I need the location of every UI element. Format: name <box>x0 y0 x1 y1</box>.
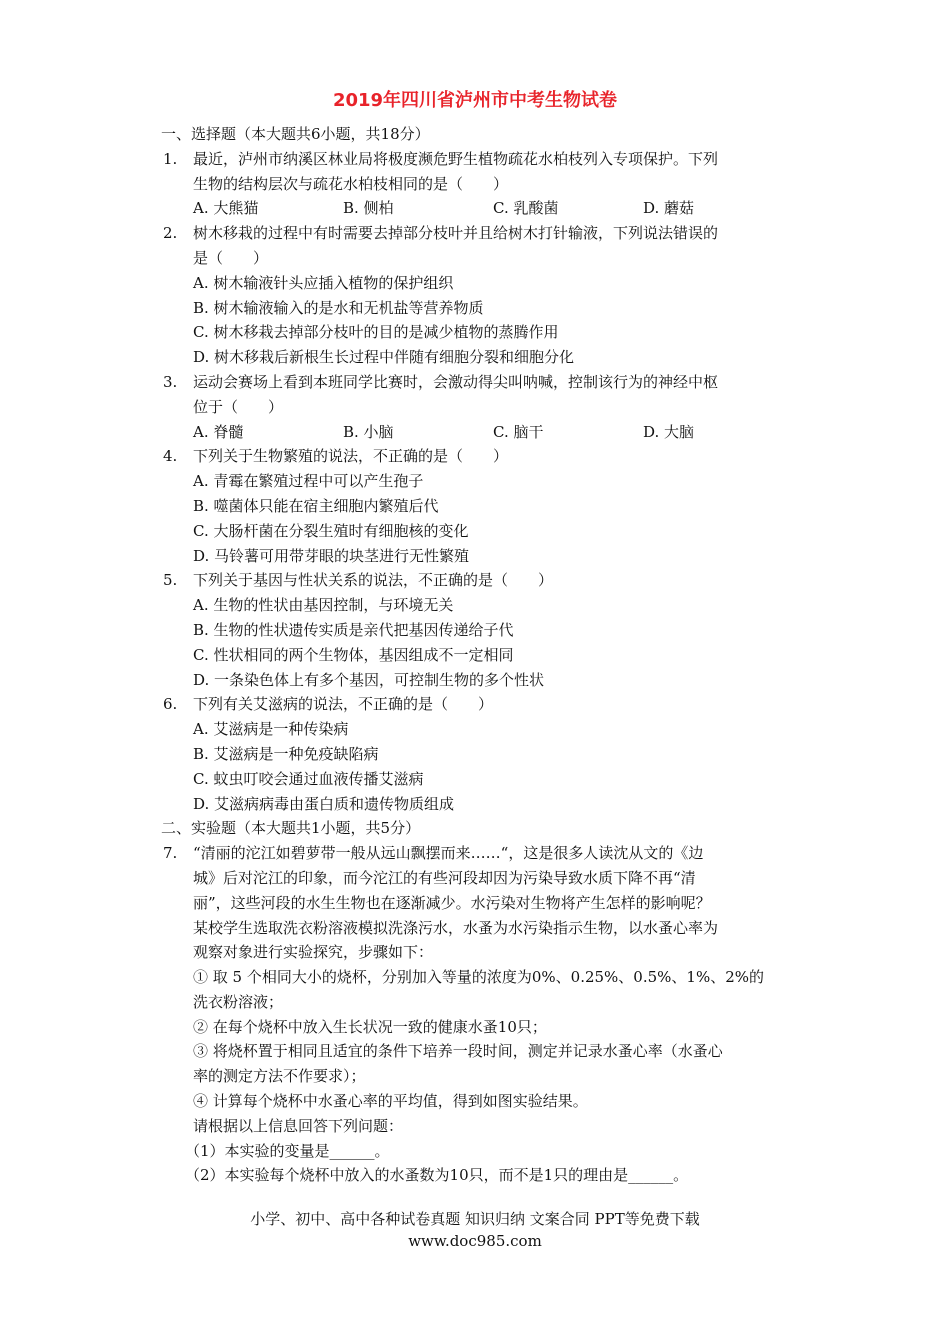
question-2 <box>163 221 803 271</box>
step-text: 洗衣粉溶液； <box>193 992 284 1011</box>
question-text: 下列有关艾滋病的说法，不正确的是（ ） <box>193 695 494 714</box>
option: C. 脑干 <box>493 422 544 441</box>
exam-content <box>163 122 803 1188</box>
page-footer <box>0 1208 950 1252</box>
page-title: 2019年四川省泸州市中考生物试卷 <box>332 90 618 111</box>
question-text: 运动会赛场上看到本班同学比赛时，会激动得尖叫呐喊，控制该行为的神经中枢 <box>193 372 719 391</box>
question-text: 丽”，这些河段的水生生物也在逐渐减少。水污染对生物将产生怎样的影响呢？ <box>193 893 711 912</box>
question-text: 生物的结构层次与疏花水柏枝相同的是（ ） <box>193 174 509 193</box>
option: A. 树木输液针头应插入植物的保护组织 <box>193 273 454 292</box>
option: D. 树木移栽后新根生长过程中伴随有细胞分裂和细胞分化 <box>193 348 575 367</box>
question-4 <box>163 444 803 469</box>
option: B. 小脑 <box>343 422 394 441</box>
option: C. 蚊虫叮咬会通过血液传播艾滋病 <box>193 769 424 788</box>
section-heading-choice: 一、选择题（本大题共6小题，共18分） <box>161 125 430 143</box>
step-text: ③ 将烧杯置于相同且适宜的条件下培养一段时间，测定并记录水蚤心率（水蚤心 <box>193 1042 723 1061</box>
question-number: 1. <box>163 149 178 168</box>
option: B. 生物的性状遗传实质是亲代把基因传递给子代 <box>193 620 514 639</box>
question-text: 是（ ） <box>193 248 269 267</box>
footer-text: 小学、初中、高中各种试卷真题 知识归纳 文案合同 PPT等免费下载 <box>250 1210 700 1228</box>
option: D. 大脑 <box>643 422 695 441</box>
sub-question: （2）本实验每个烧杯中放入的水蚤数为10只，而不是1只的理由是______。 <box>185 1166 689 1185</box>
question-text: 下列关于生物繁殖的说法，不正确的是（ ） <box>193 447 509 466</box>
question-text: 下列关于基因与性状关系的说法，不正确的是（ ） <box>193 571 554 590</box>
sub-question: （1）本实验的变量是______。 <box>185 1141 390 1160</box>
question-3 <box>163 370 803 420</box>
question-text: 位于（ ） <box>193 397 284 416</box>
option: D. 艾滋病病毒由蛋白质和遗传物质组成 <box>193 794 455 813</box>
footer-link[interactable]: www.doc985.com <box>408 1232 542 1250</box>
question-text: 请根据以上信息回答下列问题： <box>193 1116 404 1135</box>
option: C. 大肠杆菌在分裂生殖时有细胞核的变化 <box>193 521 469 540</box>
question-text: “清丽的沱江如碧萝带一般从远山飘摆而来……“，这是很多人读沈从文的《边 <box>193 844 704 863</box>
option: D. 蘑菇 <box>643 199 695 218</box>
question-text: 城》后对沱江的印象，而今沱江的有些河段却因为污染导致水质下降不再“清 <box>193 868 696 887</box>
step-text: ④ 计算每个烧杯中水蚤心率的平均值，得到如图实验结果。 <box>193 1092 588 1111</box>
question-text: 树木移栽的过程中有时需要去掉部分枝叶并且给树木打针输液，下列说法错误的 <box>193 224 719 243</box>
option: D. 一条染色体上有多个基因，可控制生物的多个性状 <box>193 670 545 689</box>
question-number: 6. <box>163 695 178 714</box>
option: A. 脊髓 <box>193 422 244 441</box>
step-text: ① 取 5 个相同大小的烧杯，分别加入等量的浓度为0%、0.25%、0.5%、1%、2%的 <box>193 968 764 987</box>
option: D. 马铃薯可用带芽眼的块茎进行无性繁殖 <box>193 546 470 565</box>
option: B. 噬菌体只能在宿主细胞内繁殖后代 <box>193 496 439 515</box>
option: A. 生物的性状由基因控制，与环境无关 <box>193 596 454 615</box>
question-number: 3. <box>163 372 178 391</box>
question-number: 5. <box>163 571 178 590</box>
option: A. 青霉在繁殖过程中可以产生孢子 <box>193 472 424 491</box>
question-text: 观察对象进行实验探究，步骤如下： <box>193 943 434 962</box>
option: C. 乳酸菌 <box>493 199 559 218</box>
option: C. 性状相同的两个生物体，基因组成不一定相同 <box>193 645 514 664</box>
question-text: 最近，泸州市纳溪区林业局将极度濒危野生植物疏花水柏枝列入专项保护。下列 <box>193 149 719 168</box>
question-7 <box>163 841 803 1188</box>
option: C. 树木移栽去掉部分枝叶的目的是减少植物的蒸腾作用 <box>193 323 559 342</box>
option: B. 艾滋病是一种免疫缺陷病 <box>193 744 379 763</box>
option: B. 侧柏 <box>343 199 394 218</box>
question-number: 7. <box>163 844 178 863</box>
step-text: 率的测定方法不作要求）； <box>193 1067 366 1086</box>
question-1 <box>163 147 803 197</box>
question-number: 4. <box>163 447 178 466</box>
option: A. 大熊猫 <box>193 199 259 218</box>
options-row <box>163 196 803 221</box>
step-text: ② 在每个烧杯中放入生长状况一致的健康水蚤10只； <box>193 1017 547 1036</box>
question-5 <box>163 568 803 593</box>
section-heading-experiment: 二、实验题（本大题共1小题，共5分） <box>161 819 421 838</box>
question-text: 某校学生选取洗衣粉溶液模拟洗涤污水，水蚤为水污染指示生物，以水蚤心率为 <box>193 918 719 937</box>
option: A. 艾滋病是一种传染病 <box>193 720 349 739</box>
question-6 <box>163 692 803 717</box>
options-row <box>163 420 803 445</box>
question-number: 2. <box>163 224 178 243</box>
option: B. 树木输液输入的是水和无机盐等营养物质 <box>193 298 484 317</box>
